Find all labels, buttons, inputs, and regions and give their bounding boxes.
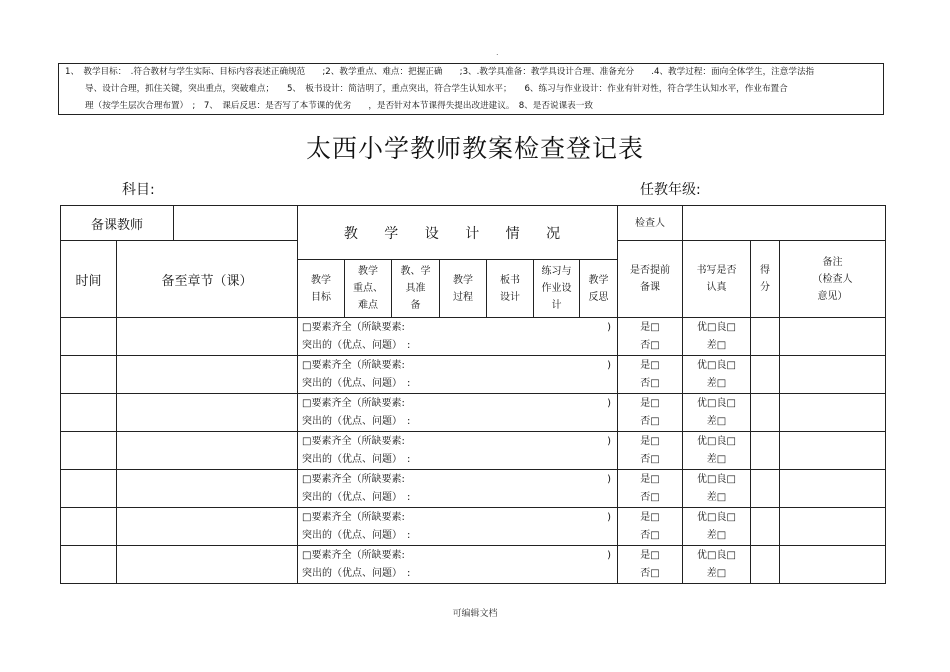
no-checkbox[interactable]: 否□ xyxy=(640,529,660,541)
criteria-line-2: 导、设计合理，抓住关键，突出重点，突破难点； 5、 板书设计：简洁明了，重点突出，符合学生认知水平； 6、练习与作业设计：作业有针对性，符合学生认知水平，作业布置合 xyxy=(85,84,788,94)
design-check-cell[interactable] xyxy=(298,394,618,432)
closing-paren: ) xyxy=(607,359,611,371)
good-checkboxes[interactable]: 优□良□ xyxy=(697,511,736,523)
highlight-note: 突出的（优点、问题） : xyxy=(302,491,411,503)
inspection-table xyxy=(60,205,886,584)
poor-checkbox[interactable]: 差□ xyxy=(706,377,727,389)
elements-complete-checkbox[interactable]: □要素齐全（所缺要素: xyxy=(302,359,405,371)
chapter-cell[interactable] xyxy=(117,508,298,546)
highlight-note: 突出的（优点、问题） : xyxy=(302,529,411,541)
table-row xyxy=(61,470,886,508)
remark-cell[interactable] xyxy=(780,394,886,432)
remark-header: 备注 （检查人 意见） xyxy=(780,241,886,318)
chapter-cell[interactable] xyxy=(117,432,298,470)
remark-cell[interactable] xyxy=(780,356,886,394)
time-header: 时间 xyxy=(61,241,117,318)
poor-checkbox[interactable]: 差□ xyxy=(706,567,727,579)
col-board-design: 板书 设计 xyxy=(487,260,534,318)
poor-checkbox[interactable]: 差□ xyxy=(706,339,727,351)
inspector-name-cell[interactable] xyxy=(683,206,886,241)
time-cell[interactable] xyxy=(61,470,117,508)
closing-paren: ) xyxy=(607,321,611,333)
closing-paren: ) xyxy=(607,511,611,523)
good-checkboxes[interactable]: 优□良□ xyxy=(697,549,736,561)
writing-quality-cell[interactable] xyxy=(683,318,751,356)
yes-checkbox[interactable]: 是□ xyxy=(640,473,660,485)
criteria-box xyxy=(58,63,884,115)
chapter-cell[interactable] xyxy=(117,394,298,432)
score-cell[interactable] xyxy=(751,318,780,356)
col-teaching-goal: 教学 目标 xyxy=(298,260,345,318)
poor-checkbox[interactable]: 差□ xyxy=(706,491,727,503)
table-row xyxy=(61,508,886,546)
good-checkboxes[interactable]: 优□良□ xyxy=(697,435,736,447)
yes-checkbox[interactable]: 是□ xyxy=(640,435,660,447)
design-check-cell[interactable] xyxy=(298,318,618,356)
time-cell[interactable] xyxy=(61,546,117,584)
chapter-cell[interactable] xyxy=(117,546,298,584)
table-row xyxy=(61,546,886,584)
writing-quality-cell[interactable] xyxy=(683,546,751,584)
teacher-name-cell[interactable] xyxy=(174,206,298,241)
design-check-cell[interactable] xyxy=(298,432,618,470)
table-row xyxy=(61,318,886,356)
elements-complete-checkbox[interactable]: □要素齐全（所缺要素: xyxy=(302,397,405,409)
highlight-note: 突出的（优点、问题） : xyxy=(302,377,411,389)
elements-complete-checkbox[interactable]: □要素齐全（所缺要素: xyxy=(302,549,405,561)
highlight-note: 突出的（优点、问题） : xyxy=(302,567,411,579)
yes-checkbox[interactable]: 是□ xyxy=(640,397,660,409)
design-check-cell[interactable] xyxy=(298,356,618,394)
col-teaching-aids: 教、学 具准 备 xyxy=(392,260,440,318)
time-cell[interactable] xyxy=(61,508,117,546)
advance-prep-cell[interactable] xyxy=(618,394,683,432)
advance-prep-cell[interactable] xyxy=(618,356,683,394)
elements-complete-checkbox[interactable]: □要素齐全（所缺要素: xyxy=(302,473,405,485)
no-checkbox[interactable]: 否□ xyxy=(640,339,660,351)
score-cell[interactable] xyxy=(751,470,780,508)
advance-prep-header: 是否提前 备课 xyxy=(618,241,683,318)
poor-checkbox[interactable]: 差□ xyxy=(706,453,727,465)
highlight-note: 突出的（优点、问题） : xyxy=(302,415,411,427)
col-teaching-process: 教学 过程 xyxy=(440,260,487,318)
poor-checkbox[interactable]: 差□ xyxy=(706,415,727,427)
table-row xyxy=(61,356,886,394)
inspector-label: 检查人 xyxy=(618,206,683,241)
design-check-cell[interactable] xyxy=(298,508,618,546)
remark-cell[interactable] xyxy=(780,432,886,470)
time-cell[interactable] xyxy=(61,394,117,432)
chapter-cell[interactable] xyxy=(117,318,298,356)
col-reflection: 教学 反思 xyxy=(580,260,618,318)
yes-checkbox[interactable]: 是□ xyxy=(640,549,660,561)
score-cell[interactable] xyxy=(751,508,780,546)
poor-checkbox[interactable]: 差□ xyxy=(706,529,727,541)
no-checkbox[interactable]: 否□ xyxy=(640,567,660,579)
advance-prep-cell[interactable] xyxy=(618,508,683,546)
table-row xyxy=(61,394,886,432)
criteria-line-1: 1、 教学目标： .符合教材与学生实际、目标内容表述正确规范 ;2、教学重点、难点：把握正确 ;3、.教学具准备：教学具设计合理、准备充分 .4、教学过程：面向全体学生，注意学法指 xyxy=(65,67,815,77)
score-header: 得 分 xyxy=(751,241,780,318)
top-mark: . xyxy=(496,48,499,57)
closing-paren: ) xyxy=(607,473,611,485)
remark-cell[interactable] xyxy=(780,508,886,546)
subject-label: 科目: xyxy=(122,182,155,198)
closing-paren: ) xyxy=(607,435,611,447)
writing-header: 书写是否 认真 xyxy=(683,241,751,318)
advance-prep-cell[interactable] xyxy=(618,318,683,356)
design-section-title: 教 学 设 计 情 况 xyxy=(298,206,618,260)
chapter-header: 备至章节（课） xyxy=(117,241,298,318)
good-checkboxes[interactable]: 优□良□ xyxy=(697,359,736,371)
elements-complete-checkbox[interactable]: □要素齐全（所缺要素: xyxy=(302,511,405,523)
elements-complete-checkbox[interactable]: □要素齐全（所缺要素: xyxy=(302,321,405,333)
criteria-line-3: 理（按学生层次合理布置） ; 7、 课后反思：是否写了本节课的优劣 ，是否针对本节课得失提出改进建议。 8、是否说课表一致 xyxy=(85,101,593,111)
highlight-note: 突出的（优点、问题） : xyxy=(302,339,411,351)
score-cell[interactable] xyxy=(751,356,780,394)
advance-prep-cell[interactable] xyxy=(618,470,683,508)
time-cell[interactable] xyxy=(61,318,117,356)
elements-complete-checkbox[interactable]: □要素齐全（所缺要素: xyxy=(302,435,405,447)
remark-cell[interactable] xyxy=(780,546,886,584)
writing-quality-cell[interactable] xyxy=(683,432,751,470)
score-cell[interactable] xyxy=(751,432,780,470)
writing-quality-cell[interactable] xyxy=(683,508,751,546)
score-cell[interactable] xyxy=(751,546,780,584)
good-checkboxes[interactable]: 优□良□ xyxy=(697,321,736,333)
writing-quality-cell[interactable] xyxy=(683,356,751,394)
footer-note: 可编辑文档 xyxy=(452,609,498,619)
writing-quality-cell[interactable] xyxy=(683,394,751,432)
no-checkbox[interactable]: 否□ xyxy=(640,377,660,389)
time-cell[interactable] xyxy=(61,356,117,394)
closing-paren: ) xyxy=(607,397,611,409)
grade-label: 任教年级: xyxy=(640,182,701,198)
design-check-cell[interactable] xyxy=(298,546,618,584)
yes-checkbox[interactable]: 是□ xyxy=(640,321,660,333)
closing-paren: ) xyxy=(607,549,611,561)
col-key-points: 教学 重点、 难点 xyxy=(345,260,392,318)
score-cell[interactable] xyxy=(751,394,780,432)
page-title: 太西小学教师教案检查登记表 xyxy=(305,134,644,163)
advance-prep-cell[interactable] xyxy=(618,432,683,470)
table-row xyxy=(61,432,886,470)
good-checkboxes[interactable]: 优□良□ xyxy=(697,397,736,409)
advance-prep-cell[interactable] xyxy=(618,546,683,584)
no-checkbox[interactable]: 否□ xyxy=(640,453,660,465)
highlight-note: 突出的（优点、问题） : xyxy=(302,453,411,465)
yes-checkbox[interactable]: 是□ xyxy=(640,511,660,523)
yes-checkbox[interactable]: 是□ xyxy=(640,359,660,371)
design-check-cell[interactable] xyxy=(298,470,618,508)
remark-cell[interactable] xyxy=(780,470,886,508)
good-checkboxes[interactable]: 优□良□ xyxy=(697,473,736,485)
no-checkbox[interactable]: 否□ xyxy=(640,415,660,427)
teacher-label: 备课教师 xyxy=(61,206,174,241)
writing-quality-cell[interactable] xyxy=(683,470,751,508)
col-exercise-design: 练习与 作业设 计 xyxy=(534,260,580,318)
remark-cell[interactable] xyxy=(780,318,886,356)
time-cell[interactable] xyxy=(61,432,117,470)
no-checkbox[interactable]: 否□ xyxy=(640,491,660,503)
chapter-cell[interactable] xyxy=(117,470,298,508)
chapter-cell[interactable] xyxy=(117,356,298,394)
